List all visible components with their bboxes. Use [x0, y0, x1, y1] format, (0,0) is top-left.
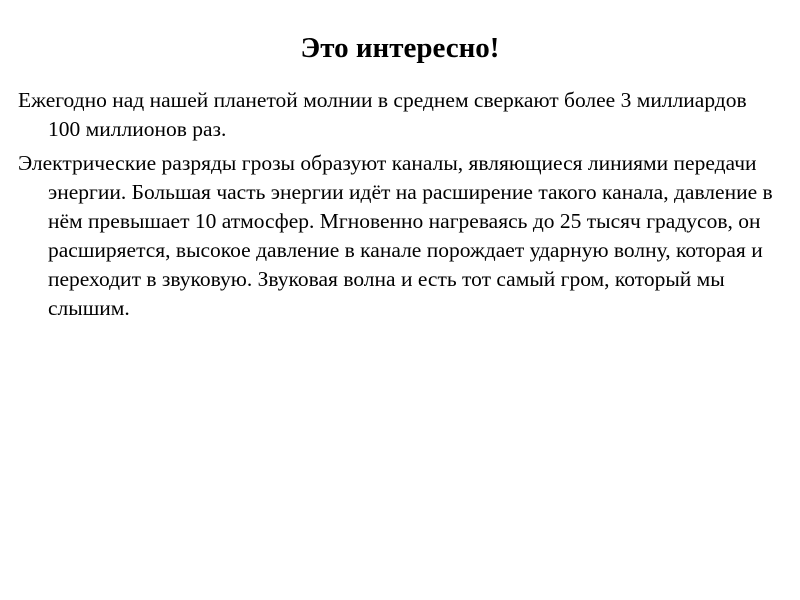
paragraph-thunder-explanation: Электрические разряды грозы образуют каналы, являющиеся линиями передачи энергии. Большая часть энергии идёт на расширение такого канала, давление в нём превышает 10 атмосфер. Мгновенно нагреваясь до 25 тысяч градусов, он расширяется, высокое давление в канале порождает ударную волну, которая и переходит в звуковую. Звуковая волна и есть тот самый гром, который мы слышим.	[18, 151, 773, 320]
slide-body	[18, 86, 780, 328]
paragraph-lightning-frequency: Ежегодно над нашей планетой молнии в среднем сверкают более 3 миллиардов 100 миллионов раз.	[18, 88, 747, 141]
slide-title: Это интересно!	[300, 32, 500, 64]
